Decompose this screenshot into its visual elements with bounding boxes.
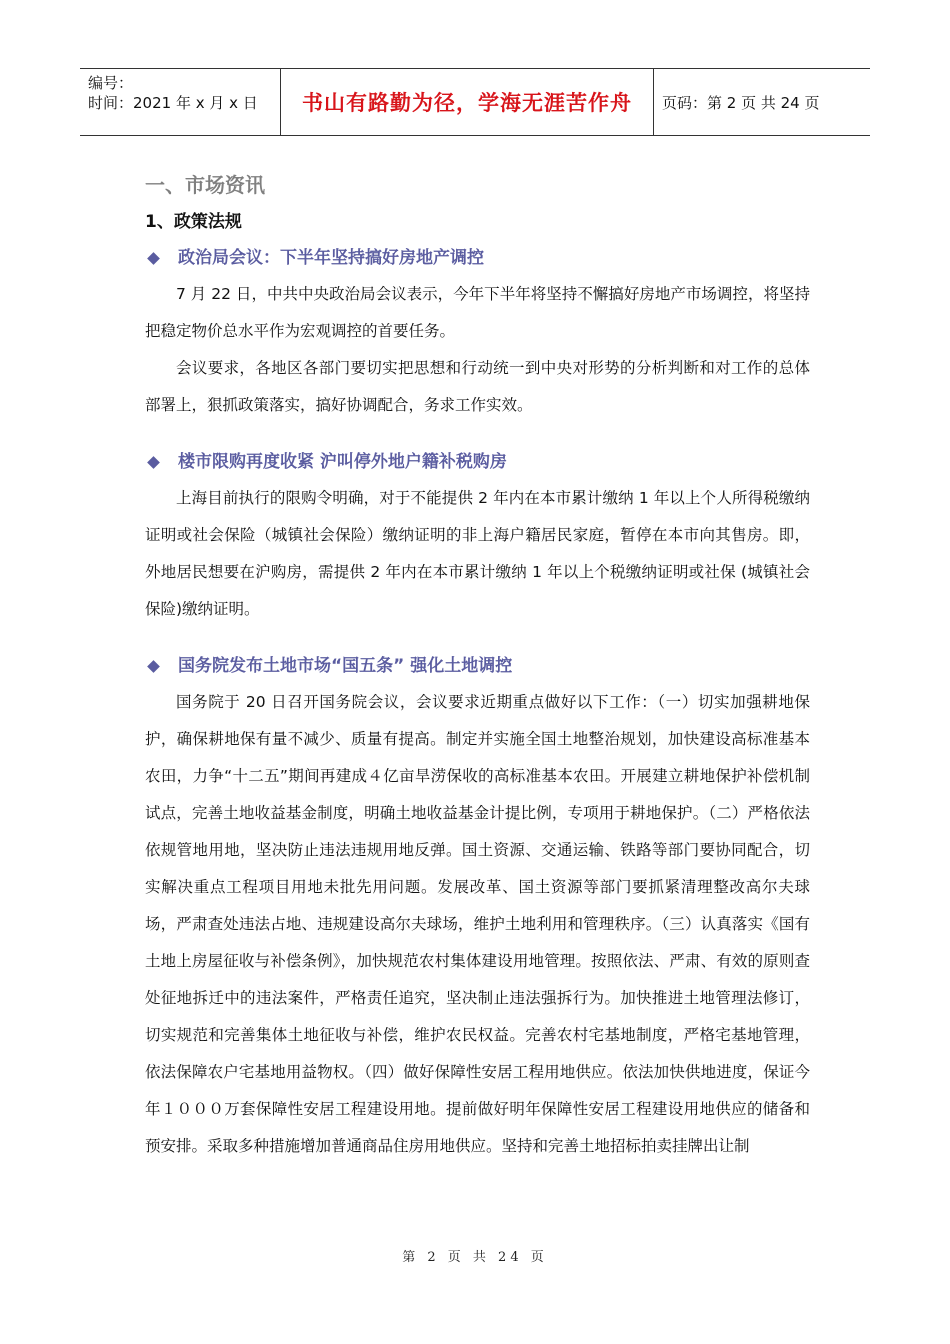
document-body	[145, 168, 810, 1165]
article-heading	[145, 648, 810, 684]
diamond-bullet-icon	[147, 252, 160, 265]
article-title: 楼市限购再度收紧 沪叫停外地户籍补税购房	[178, 452, 507, 472]
header-meta	[80, 69, 280, 135]
document-date: 时间：2021 年 x 月 x 日	[88, 94, 258, 112]
article-heading	[145, 240, 810, 276]
article-paragraph: 国务院于 20 日召开国务院会议，会议要求近期重点做好以下工作：（一）切实加强耕地保护，确保耕地保有量不减少、质量有提高。制定并实施全国土地整治规划，加快建设高标准基本农田，力争“十二五”期间再建成４亿亩旱涝保收的高标准基本农田。开展建立耕地保护补偿机制试点，完善土地收益基金制度，明确土地收益基金计提比例，专项用于耕地保护。（二）严格依法依规管地用地，坚决防止违法违规用地反弹。国土资源、交通运输、铁路等部门要协同配合，切实解决重点工程项目用地未批先用问题。发展改革、国土资源等部门要抓紧清理整改高尔夫球场，严肃查处违法占地、违规建设高尔夫球场，维护土地利用和管理秩序。（三）认真落实《国有土地上房屋征收与补偿条例》，加快规范农村集体建设用地管理。按照依法、严肃、有效的原则查处征地拆迁中的违法案件，严格责任追究，坚决制止违法强拆行为。加快推进土地管理法修订，切实规范和完善集体土地征收与补偿，维护农民权益。完善农村宅基地制度，严格宅基地管理，依法保障农户宅基地用益物权。（四）做好保障性安居工程用地供应。依法加快供地进度，保证今年１０００万套保障性安居工程建设用地。提前做好明年保障性安居工程建设用地供应的储备和预安排。采取多种措施增加普通商品住房用地供应。坚持和完善土地招标拍卖挂牌出让制	[145, 693, 810, 1155]
header-table	[80, 68, 870, 136]
spacer	[145, 424, 810, 444]
article-3	[145, 648, 810, 1165]
article-paragraph: 7 月 22 日，中共中央政治局会议表示，今年下半年将坚持不懈搞好房地产市场调控，将坚持把稳定物价总水平作为宏观调控的首要任务。	[145, 285, 810, 340]
diamond-bullet-icon	[147, 456, 160, 469]
article-title: 国务院发布土地市场“国五条” 强化土地调控	[178, 656, 513, 676]
header-motto: 书山有路勤为径，学海无涯苦作舟	[280, 69, 654, 135]
document-number: 编号：	[88, 74, 134, 92]
article-heading	[145, 444, 810, 480]
subsection-title: 1、政策法规	[145, 212, 242, 232]
section-title: 一、市场资讯	[145, 173, 265, 197]
article-paragraph: 上海目前执行的限购令明确，对于不能提供 2 年内在本市累计缴纳 1 年以上个人所得税缴纳证明或社会保险（城镇社会保险）缴纳证明的非上海户籍居民家庭，暂停在本市向其售房。即，外地居民想要在沪购房，需提供 2 年内在本市累计缴纳 1 年以上个税缴纳证明或社保 (城镇社会保险)缴纳证明。	[145, 489, 810, 618]
header-page-info: 页码：第 2 页 共 24 页	[662, 93, 820, 112]
diamond-bullet-icon	[147, 660, 160, 673]
article-2	[145, 444, 810, 628]
page-footer: 第 2 页 共 24 页	[402, 1250, 548, 1265]
article-paragraph: 会议要求，各地区各部门要切实把思想和行动统一到中央对形势的分析判断和对工作的总体部署上，狠抓政策落实，搞好协调配合，务求工作实效。	[145, 359, 810, 414]
spacer	[145, 628, 810, 648]
article-title: 政治局会议：下半年坚持搞好房地产调控	[178, 248, 484, 268]
article-1	[145, 240, 810, 424]
